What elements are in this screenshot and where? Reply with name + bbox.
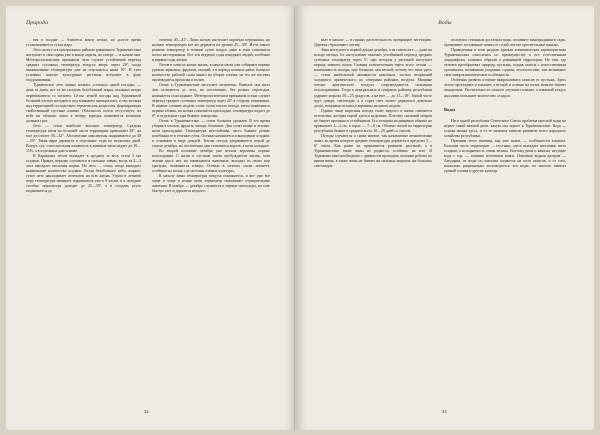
paragraph: Зима наступает в первой декаде декабря, а на самом юге — даже на исходе месяца. Ее наступление означает устойчивый переход средних суточных температур через 5°, при котором у растений наступает период зимнего покоя. Главная отличительная черта этого сезона — изменчивость погоды, еще большая, чем весной, потому что зима здесь — сезон наибольшей активности циклонов, частых вторжений холодного, арктического, по северным районам, воздуха. Мощные потоки арктического воздуха сопровождаются сильными похолоданиями. Тогда в центральных и северных районах республики ударяют морозы 20—25 градусов, а на юге — до 15—18°. Зимой часто идут дожди, снегопады, а в горах снег может держаться довольно долго, покрывая склоны и вершины на много недель. [314,48,432,108]
paragraph: Лето на юге и в центральных районах равнинного Туркменистана наступает в свои права уже в конце апреля, на севере — в начале мая. Метеорологическим признаком лета служит устойчивый переход средних суточных температур воздуха вверх через 20°, когда минимальные температуры уже не опускаются ниже 10°. В этих условиях многие культурные растения вступают в фазу плодоношения. [26,48,141,83]
paragraph: Летом в оазисах кипит жизнь, в начале июля уже собирают первые урожаи зерновых, фруктов, овощей, а в период полевых работ большое количество рабочей силы занято на уборке хлопка, на тех же посевах производятся прополка и полив. [152,63,270,83]
running-head-right: Воды [438,20,452,26]
page-number-left: 32 [144,409,149,414]
paragraph: вея в полдне — близится конец весны, на долгое время устанавливается сухая жара. [26,38,141,48]
left-page [6,6,296,430]
paragraph: Ни в одной республике Советского Союза проблема пресной воды не играет такой важной роли, какую она играет в Туркменистане. Вода — основа жизни здесь, и от ее наличия зависит развитие всего народного хозяйства республики. [444,118,566,138]
paragraph: Погоды случаются и снова мягкие, так называемые вечнозеленые зимы, во время которых средние температуры держатся в пределах 5—6° тепла. Как ранее не прерывается развитие растений, а в Туркменистане такие зимы не редкость, особенно на юге. В Туркменистане необходимо с древности проводить полевые работы во время зимы, в такие зимы не бывает ни сильных морозов, ни больших снегопадов. [314,133,432,169]
paragraph: отметки 40—42°. Лишь ночью наступает короткая передышка, но ночные температуры все же держатся на уровне 25—30°. Из-за такого режима температур в течение суток воздух даже в тени становится почти нестерпимым. Все эти ведущие годы изнуряют людей, особенно в первые годы жизни. [152,38,270,63]
paragraph: пользуясь сезонным достатком воды, поливают виноградники и сады, промывают засоленные почвы от солей, чистят оросительные каналы. [444,38,566,48]
right-column-1 [314,38,432,410]
paragraph: К началу зимы температура воздуха понижается, и вот уже все чаще и чаще в ясные ночи термометр показывает отрицательные значения. В ноябре — декабре случаются и первые снегопады, но снег быстро тает и держится недолго. [152,174,270,194]
page-number-right: 33 [442,409,447,414]
paragraph: Туркменское лето можно назвать «сезоном одной погоды» — день за днем, все та же полдень безоблачной жары, пыльные ветры перемежаются со штилем. Сезон летней погоды над Туркменией большей частью находится под влиянием антициклона, в эти месяцы над территорией господствует термическая депрессия, формирующая свойственный пустыне климат. Облачность почти отсутствует, на небе ни облачка, лишь к вечеру изредка появляются вспышки дальних гроз. [26,83,141,123]
paragraph: Приведенная в этом разделе краткая климатическая характеристика Туркменистана относилась по преимуществу к его естественным ландшафтам, главным образом к равнинной территории. Но там, где человек преобразовал природу пустынь, создав оазисы с искусственным орошением, поливными угодьями, садами, лесополосами, там возникают свои микроклиматические особенности. [444,48,566,78]
right-page [296,6,594,430]
paragraph: Однако чаще морозная погода стоит недолго и вновь сменяется оттепелью, которая порой длится неделями. Поэтому снежный покров не бывает прочным и устойчивым. Его толщина на равнинах обычно не превышает 1—2 см, в горах — 7—8 см. Обычно зимой на территории республики бывает в среднем всего 10—20 дней со снегом. [314,108,432,133]
paragraph: В Каракумах летом выпадает в среднем за весь сезон 3 мм осадков. Правда, нередко случаются и сильные ливни, когда за 2—3 часа выпадает месячная норма. Но лето — сезон, когда выпадает наименьшее количество осадков. Летом безоблачное небо, жаркое, сухое лето накладывает отпечаток на всю жизнь. Утром в летнюю пору температура начинает подниматься уже к 9 часам, и к полудню столбик термометра доходит до 25—30°, а в полдень ртуть поднимается до [26,154,141,194]
running-head-left: Природа [26,20,49,26]
paragraph: вьет в начале — в горных растительность прекращает вегетацию. Деревья сбрасывают листву. [314,38,432,48]
paragraph: Осень в Туркменистане — сезон больших урожаев. В это время убирают хлопок, фрукты, овощи, бахчевые. Дни стоят ясные и теплые, ночи прохладные. Температура неустойчива, часто бывают резкие колебания ее в течение суток. Осенью начинается и выпадение осадков, в основном в виде дождей. Теплая погода удерживается порой до самого декабря, но постепенно дни становятся короче, а ночи холоднее. [152,118,270,148]
paragraph: Причины этого явления, как уже знаем, — особенности климата. Большая часть территории — пустыни, здесь выпадает ничтожно мало осадков, а испаряемость очень велика. Поэтому реки и каналы, несущие воду с гор, — главные источники влаги. Основная водная артерия — Амударья, ее воды по каналам подаются на поля оазисов, и от того, насколько рационально используются эти воды, во многом зависит урожай хлопка и других культур. [444,138,566,174]
paragraph: Во второй половине октября уже весьма вероятны первые похолодания. С ними в пустыне снова пробуждается жизнь, хотя зелени здесь нет, но оживляются животные, выходят из своих нор грызуны, появляются птицы. Осенью в оазисах снова зеленеет, особенно на полях, где посеяны озимые культуры. [152,149,270,174]
left-column-2 [152,38,270,410]
left-column-1 [26,38,141,410]
right-column-2 [444,38,566,410]
paragraph: Особенно развито отличие микроклимата оазисов от пустынь. Здесь летом прохладнее и влажнее, а весной и осенью на полях меньше бывает заморозков. Растительность оазисов улучшает климат, а влажный воздух над ними повышает количество осадков. [444,78,566,98]
paragraph: Осень в Туркменистане наступает незаметно. Вначале она мало чем отличается от лета, но постепенно, без резких переходов, начинается похолодание. Метеорологическим признаком осени служит переход средних суточных температур через 20° в сторону понижения. В первые осенние недели стоит сухая теплая погода, затем появляются первые облака, по ночам становится прохладно, температура падает до 0°, в отдельные годы бывают заморозки. [152,83,270,118]
paragraph: Лето — сезон наиболее высоких температур. Средняя температура июля на большей части территории превышает 28°, на юге достигает 30—32°. Абсолютные максимумы поднимаются до 48—50°. Такая жара держится в отдельные годы по нескольку дней. Воздух сух, относительная влажность в дневные часы падает до 10—15%, а в отдельные дни и ниже. [26,123,141,154]
section-title: Воды [444,106,456,112]
